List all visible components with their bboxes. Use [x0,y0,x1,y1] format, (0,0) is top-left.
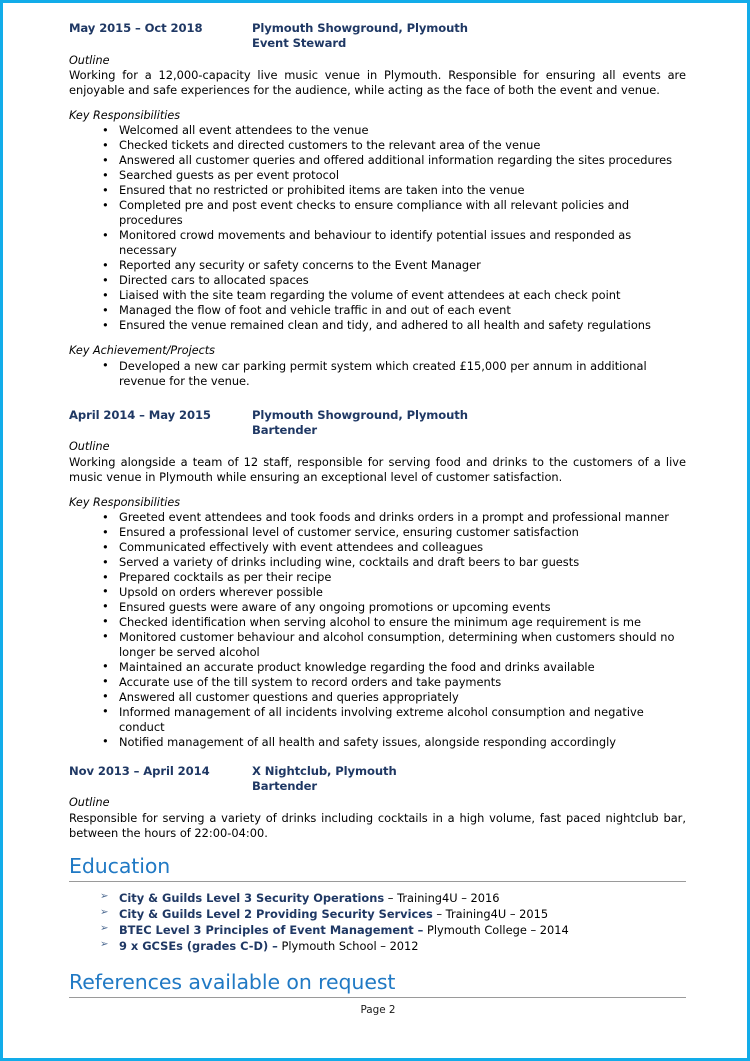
responsibilities-list [69,510,686,750]
spacer [69,750,686,764]
list-item: • Searched guests as per event protocol [69,168,686,183]
list-item [69,938,686,954]
job-outline: Working alongside a team of 12 staff, responsible for serving food and drinks to the customers of a live music venue in Plymouth while ensuring an exceptional level of customer satisfaction. [69,454,686,484]
job-dates: Nov 2013 – April 2014 [69,763,210,778]
job-outline: Working for a 12,000-capacity live music venue in Plymouth. Responsible for ensuring all events are enjoyable and safe experiences for the audience, while acting as the face of both the event and venue. [69,68,686,97]
job-header [69,764,686,795]
job-role: Event Steward [252,36,347,51]
job-header [69,21,686,52]
spacer [69,389,686,408]
responsibilities-label: Key Responsibilities [69,108,181,122]
list-item: • Ensured that no restricted or prohibited items are taken into the venue [69,183,686,198]
list-item: • Maintained an accurate product knowledge regarding the food and drinks available [69,660,686,675]
education-qualification: City & Guilds Level 2 Providing Security Services [119,906,433,921]
spacer [69,841,686,855]
list-item: • Communicated effectively with event attendees and colleagues [69,540,686,555]
list-item: • Prepared cocktails as per their recipe [69,570,686,585]
list-item: • Informed management of all incidents involving extreme alcohol consumption and negative conduct [69,705,686,735]
cv-content [69,21,686,998]
education-detail: Plymouth School – 2012 [277,939,419,954]
list-item: • Ensured the venue remained clean and tidy, and adhered to all health and safety regulations [69,318,686,333]
list-item [69,890,686,906]
job-company: X Nightclub, Plymouth [252,763,397,778]
job-header [69,408,686,439]
list-item: • Greeted event attendees and took foods and drinks orders in a prompt and professional manner [69,510,686,525]
education-qualification: BTEC Level 3 Principles of Event Management [119,923,414,938]
job-dates: April 2014 – May 2015 [69,407,211,422]
education-detail: – Training4U – 2015 [432,906,549,921]
job-dates: May 2015 – Oct 2018 [69,21,203,35]
education-qualification: City & Guilds Level 3 Security Operations [119,890,385,905]
achievements-label: Key Achievement/Projects [69,344,215,358]
list-item: • Answered all customer questions and queries appropriately [69,690,686,705]
job-company-block [252,21,686,52]
list-item: • Accurate use of the till system to record orders and take payments [69,675,686,690]
education-list [69,890,686,955]
list-item [69,906,686,922]
spacer [69,333,686,342]
education-detail: Plymouth College – 2014 [423,923,569,938]
spacer [69,485,686,494]
education-dash: – [413,923,424,938]
list-item: • Checked tickets and directed customers to the relevant area of the venue [69,138,686,153]
education-dash: – [268,939,278,954]
job-entry [69,21,686,389]
responsibilities-label: Key Responsibilities [69,495,181,509]
list-item: • Liaised with the site team regarding the volume of event attendees at each check point [69,288,686,303]
job-company: Plymouth Showground, Plymouth [252,407,468,422]
list-item [69,922,686,938]
job-role: Bartender [252,779,318,794]
spacer [69,955,686,971]
list-item: • Served a variety of drinks including wine, cocktails and draft beers to bar guests [69,555,686,570]
list-item: • Directed cars to allocated spaces [69,273,686,288]
job-outline: Responsible for serving a variety of drinks including cocktails in a high volume, fast paced nightclub bar, between the hours of 22:00-04:00. [69,810,686,840]
outline-label: Outline [69,53,110,67]
page-footer: Page 2 [360,1004,396,1016]
list-item: • Notified management of all health and safety issues, alongside responding accordingly [69,735,686,750]
list-item: • Managed the flow of foot and vehicle traffic in and out of each event [69,303,686,318]
job-company-block [252,408,686,439]
job-entry [69,764,686,841]
outline-label: Outline [69,440,110,454]
achievements-list [69,359,686,389]
spacer [69,882,686,890]
list-item: • Answered all customer queries and offered additional information regarding the sites procedures [69,153,686,168]
list-item: • Completed pre and post event checks to ensure compliance with all relevant policies and procedures [69,198,686,228]
job-role: Bartender [252,422,318,437]
list-item: • Monitored customer behaviour and alcohol consumption, determining when customers should no longer be served alcohol [69,630,686,660]
list-item: • Ensured guests were aware of any ongoing promotions or upcoming events [69,600,686,615]
references-heading: References available on request [69,971,686,998]
list-item: • Developed a new car parking permit system which created £15,000 per annum in additional revenue for the venue. [69,359,686,389]
list-item: • Reported any security or safety concerns to the Event Manager [69,258,686,273]
job-company: Plymouth Showground, Plymouth [252,21,468,35]
job-company-block [252,764,686,795]
job-entry [69,408,686,750]
education-detail: – Training4U – 2016 [384,890,500,905]
list-item: • Welcomed all event attendees to the venue [69,123,686,138]
education-qualification: 9 x GCSEs (grades C-D) [119,939,269,954]
spacer [69,98,686,107]
list-item: • Upsold on orders wherever possible [69,585,686,600]
responsibilities-list [69,123,686,333]
list-item: • Ensured a professional level of customer service, ensuring customer satisfaction [69,525,686,540]
list-item: • Monitored crowd movements and behaviour to identify potential issues and responded as necessary [69,228,686,258]
list-item: • Checked identification when serving alcohol to ensure the minimum age requirement is me [69,615,686,630]
outline-label: Outline [69,796,110,810]
education-heading: Education [69,855,686,882]
